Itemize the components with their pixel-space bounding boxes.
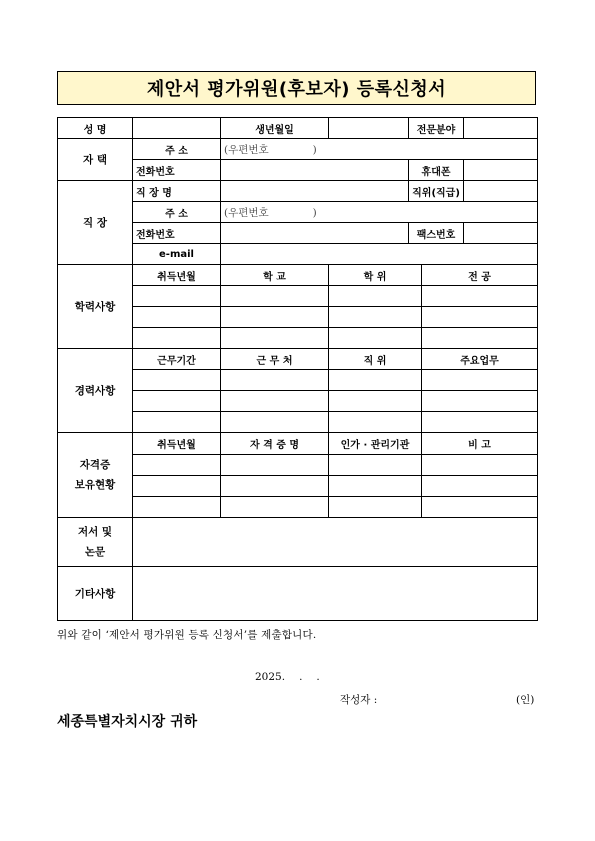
other-row: [58, 567, 538, 621]
specialty-label: 전문분야: [409, 118, 464, 139]
education-cell[interactable]: [221, 286, 329, 307]
home-phone-field[interactable]: [221, 160, 409, 181]
education-cell[interactable]: [133, 328, 221, 349]
license-cell[interactable]: [329, 475, 422, 496]
specialty-field[interactable]: [464, 118, 538, 139]
home-address-field[interactable]: [221, 139, 538, 160]
license-cell[interactable]: [422, 496, 538, 517]
career-cell[interactable]: [221, 370, 329, 391]
education-cell[interactable]: [329, 286, 422, 307]
email-field[interactable]: [221, 244, 538, 265]
publications-label: [58, 517, 133, 566]
work-address-field[interactable]: [221, 202, 538, 223]
work-postal-close: ): [312, 206, 317, 219]
home-postal-open: (우편번호: [224, 143, 269, 156]
career-cell[interactable]: [329, 412, 422, 433]
date-day: .: [316, 671, 320, 683]
career-header-row: [58, 349, 538, 370]
career-header-position: 직 위: [329, 349, 422, 370]
publications-label-line-2: 논문: [84, 545, 106, 558]
education-cell[interactable]: [422, 286, 538, 307]
publications-label-line-1: 저서 및: [77, 525, 113, 538]
mobile-field[interactable]: [464, 160, 538, 181]
license-cell[interactable]: [422, 454, 538, 475]
career-cell[interactable]: [422, 370, 538, 391]
author-label: 작성자 :: [340, 694, 378, 706]
other-label: 기타사항: [58, 567, 133, 621]
date-year: 2025.: [255, 671, 286, 683]
home-postal-close: ): [312, 143, 317, 156]
name-field[interactable]: [133, 118, 221, 139]
education-header-school: 학 교: [221, 265, 329, 286]
home-section-label: 자 택: [58, 139, 133, 181]
license-header-date: 취득년월: [133, 433, 221, 454]
license-label-line-1: 자격증: [79, 459, 111, 472]
education-cell[interactable]: [329, 328, 422, 349]
license-header-agency: 인가 · 관리기관: [329, 433, 422, 454]
career-section-label: 경력사항: [58, 349, 133, 433]
other-field[interactable]: [133, 567, 538, 621]
education-cell[interactable]: [133, 307, 221, 328]
career-cell[interactable]: [133, 412, 221, 433]
date-month: .: [299, 671, 303, 683]
career-cell[interactable]: [422, 391, 538, 412]
basic-info-row: [58, 118, 538, 139]
license-cell[interactable]: [221, 496, 329, 517]
education-cell[interactable]: [422, 328, 538, 349]
education-cell[interactable]: [221, 307, 329, 328]
license-cell[interactable]: [329, 454, 422, 475]
license-cell[interactable]: [221, 454, 329, 475]
publications-field[interactable]: [133, 517, 538, 566]
education-header-date: 취득년월: [133, 265, 221, 286]
job-position-field[interactable]: [464, 181, 538, 202]
publications-row: [58, 517, 538, 566]
job-position-label: 직위(직급): [409, 181, 464, 202]
birthdate-label: 생년월일: [221, 118, 329, 139]
mobile-label: 휴대폰: [409, 160, 464, 181]
form-title: 제안서 평가위원(후보자) 등록신청서: [57, 71, 536, 105]
education-section-label: 학력사항: [58, 265, 133, 349]
fax-label: 팩스번호: [409, 223, 464, 244]
career-cell[interactable]: [422, 412, 538, 433]
career-cell[interactable]: [133, 391, 221, 412]
license-cell[interactable]: [329, 496, 422, 517]
birthdate-field[interactable]: [329, 118, 409, 139]
work-company-row: [58, 181, 538, 202]
registration-form-table: [57, 117, 538, 621]
license-header-name: 자 격 증 명: [221, 433, 329, 454]
license-header-notes: 비 고: [422, 433, 538, 454]
work-phone-label: 전화번호: [133, 223, 221, 244]
career-cell[interactable]: [133, 370, 221, 391]
career-header-period: 근무기간: [133, 349, 221, 370]
license-cell[interactable]: [133, 496, 221, 517]
work-section-label: 직 장: [58, 181, 133, 265]
work-phone-field[interactable]: [221, 223, 409, 244]
education-header-major: 전 공: [422, 265, 538, 286]
education-cell[interactable]: [422, 307, 538, 328]
education-header-degree: 학 위: [329, 265, 422, 286]
email-label: e-mail: [133, 244, 221, 265]
work-postal-open: (우편번호: [224, 206, 269, 219]
career-cell[interactable]: [221, 412, 329, 433]
license-header-row: [58, 433, 538, 454]
license-cell[interactable]: [133, 454, 221, 475]
education-cell[interactable]: [221, 328, 329, 349]
home-address-row: [58, 139, 538, 160]
work-address-label: 주 소: [133, 202, 221, 223]
education-cell[interactable]: [329, 307, 422, 328]
recipient-line: 세종특별자치시장 귀하: [57, 714, 198, 730]
fax-field[interactable]: [464, 223, 538, 244]
career-cell[interactable]: [329, 370, 422, 391]
education-cell[interactable]: [133, 286, 221, 307]
education-header-row: [58, 265, 538, 286]
seal-mark: (인): [516, 694, 535, 706]
career-cell[interactable]: [221, 391, 329, 412]
career-cell[interactable]: [329, 391, 422, 412]
career-header-duties: 주요업무: [422, 349, 538, 370]
license-cell[interactable]: [221, 475, 329, 496]
license-cell[interactable]: [133, 475, 221, 496]
license-cell[interactable]: [422, 475, 538, 496]
license-label-line-2: 보유현황: [74, 479, 116, 492]
submission-date: [255, 671, 334, 683]
home-phone-label: 전화번호: [133, 160, 221, 181]
company-label: 직 장 명: [133, 181, 221, 202]
company-field[interactable]: [221, 181, 409, 202]
home-address-label: 주 소: [133, 139, 221, 160]
career-header-workplace: 근 무 처: [221, 349, 329, 370]
submission-statement: 위와 같이 ‘제안서 평가위원 등록 신청서’를 제출합니다.: [57, 629, 317, 641]
license-section-label: [58, 433, 133, 517]
name-label: 성 명: [58, 118, 133, 139]
